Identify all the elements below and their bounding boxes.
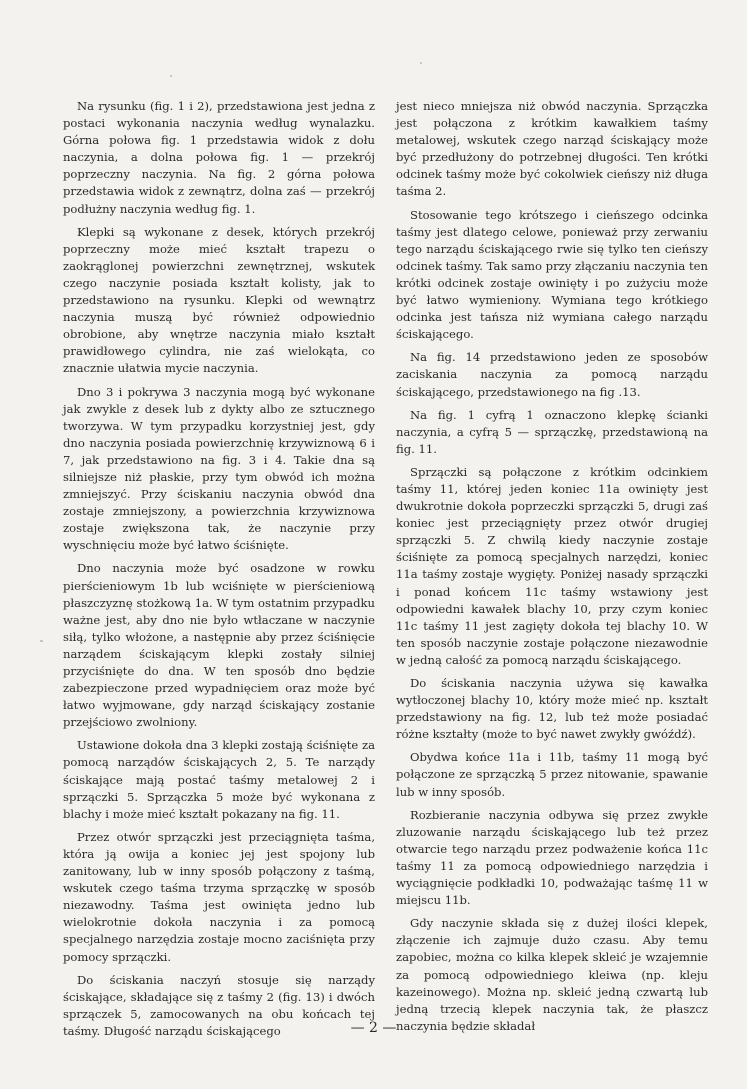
scan-speck: [40, 640, 43, 642]
paragraph: Ustawione dokoła dna 3 klepki zostają ściśnięte za pomocą narządów ściskających 2, 5. Te narządy ściskające mają postać taśmy metalowej 2 i sprzączki 5. Sprzączka 5 może być wykonana z blachy i może mieć kształt pokazany na fig. 11.: [63, 738, 375, 821]
paragraph: Klepki są wykonane z desek, których przekrój poprzeczny może mieć kształt trapezu o zaokrąglonej powierzchni zewnętrznej, wskutek czego naczynie posiada kształt kolisty, jak to przedstawiono na rysunku. Klepki od wewnątrz naczynia muszą być również odpowiednio obrobione, aby wnętrze naczynia miało kształt prawidłowego cylindra, nie zaś wielokąta, co znacznie ułatwia mycie naczynia.: [63, 224, 375, 376]
paragraph: Na rysunku (fig. 1 i 2), przedstawiona jest jedna z postaci wykonania naczynia według wynalazku. Górna połowa fig. 1 przedstawia widok z dołu naczynia, a dolna połowa fig. 1 — przekrój poprzeczny naczynia. Na fig. 2 górna połowa przedstawia widok z zewnątrz, dolna zaś — przekrój podłużny naczynia według fig. 1.: [63, 99, 375, 216]
paragraph: Do ściskania naczynia używa się kawałka wytłoczonej blachy 10, który może mieć np. kształt przedstawiony na fig. 12, lub też może posiadać różne kształty (może to być nawet zwykły gwóźdź).: [396, 676, 708, 742]
paragraph: Dno 3 i pokrywa 3 naczynia mogą być wykonane jak zwykle z desek lub z dykty albo ze sztucznego tworzywa. W tym przypadku korzystniej jest, gdy dno naczynia posiada powierzchnię krzywiznową 6 i 7, jak przedstawiono na fig. 3 i 4. Takie dna są silniejsze niż płaskie, przy tym obwód ich można zmniejszyć. Przy ściskaniu naczynia obwód dna zostaje zmniejszony, a powierzchnia krzywiznowa zostaje zwiększona tak, że naczynie przy wyschnięciu może być łatwo ściśnięte.: [63, 384, 375, 553]
page-number: — 2 —: [350, 1020, 397, 1036]
paragraph: Rozbieranie naczynia odbywa się przez zwykłe zluzowanie narządu ściskającego lub też przez otwarcie tego narządu przez podważenie końca 11c taśmy 11 za pomocą odpowiedniego narzędzia i wyciągnięcie podkładki 10, podważając taśmę 11 w miejscu 11b.: [396, 807, 708, 908]
scan-speck: [170, 75, 172, 77]
left-text-column: [63, 98, 375, 1046]
paragraph: Na fig. 1 cyfrą 1 oznaczono klepkę ścianki naczynia, a cyfrą 5 — sprzączkę, przedstawioną na fig. 11.: [396, 407, 708, 456]
scan-speck: [420, 62, 422, 64]
paragraph: Obydwa końce 11a i 11b, taśmy 11 mogą być połączone ze sprzączką 5 przez nitowanie, spawanie lub w inny sposób.: [396, 750, 708, 799]
paragraph: Do ściskania naczyń stosuje się narządy ściskające, składające się z taśmy 2 (fig. 13) i dwóch sprzączek 5, zamocowanych na obu końcach tej taśmy. Długość narządu ściskającego: [63, 972, 375, 1038]
paragraph: Na fig. 14 przedstawiono jeden ze sposobów zaciskania naczynia za pomocą narządu ściskającego, przedstawionego na fig .13.: [396, 350, 708, 399]
paragraph: Stosowanie tego krótszego i cieńszego odcinka taśmy jest dlatego celowe, ponieważ przy zerwaniu tego narządu ściskającego rwie się tylko ten cieńszy odcinek taśmy. Tak samo przy złączaniu naczynia ten krótki odcinek zostaje owinięty i po zużyciu może być łatwo wymieniony. Wymiana tego krótkiego odcinka jest tańsza niż wymiana całego narządu ściskającego.: [396, 207, 708, 342]
paragraph: Dno naczynia może być osadzone w rowku pierścieniowym 1b lub wciśnięte w pierścieniową płaszczyznę stożkową 1a. W tym ostatnim przypadku ważne jest, aby dno nie było wtłaczane w naczynie siłą, tylko włożone, a następnie aby przez ściśnięcie narządem ściskającym klepki zostały silniej przyciśnięte do dna. W ten sposób dno będzie zabezpieczone przed wypadnięciem oraz może być łatwo wyjmowane, gdy narząd ściskający zostanie przejściowo zwolniony.: [63, 561, 375, 730]
paragraph: jest nieco mniejsza niż obwód naczynia. Sprzączka jest połączona z krótkim kawałkiem taśmy metalowej, wskutek czego narząd ściskający może być przedłużony do potrzebnej długości. Ten krótki odcinek taśmy może być cokolwiek cieńszy niż długa taśma 2.: [396, 99, 708, 199]
paragraph: Sprzączki są połączone z krótkim odcinkiem taśmy 11, której jeden koniec 11a owinięty jest dwukrotnie dokoła poprzeczki sprzączki 5, drugi zaś koniec jest przeciągnięty przez otwór drugiej sprzączki 5. Z chwilą kiedy naczynie zostaje ściśnięte za pomocą specjalnych narzędzi, koniec 11a taśmy zostaje wygięty. Poniżej nasady sprzączki i ponad końcem 11c taśmy wstawiony jest odpowiedni kawałek blachy 10, przy czym koniec 11c taśmy 11 jest zagięty dokoła tej blachy 10. W ten sposób naczynie zostaje połączone niezawodnie w jedną całość za pomocą narządu ściskającego.: [396, 464, 708, 667]
right-text-column: [396, 98, 708, 1041]
paragraph: Przez otwór sprzączki jest przeciągnięta taśma, która ją owija a koniec jej jest spojony lub zanitowany, lub w inny sposób połączony z taśmą, wskutek czego taśma trzyma sprzączkę w sposób niezawodny. Taśma jest owinięta jedno lub wielokrotnie dokoła naczynia i za pomocą specjalnego narzędzia zostaje mocno zaciśnięta przy pomocy sprzączki.: [63, 829, 375, 964]
paragraph: Gdy naczynie składa się z dużej ilości klepek, złączenie ich zajmuje dużo czasu. Aby temu zapobiec, można co kilka klepek skleić je wzajemnie za pomocą odpowiedniego kleiwa (np. kleju kazeinowego). Można np. skleić jedną czwartą lub jedną trzecią klepek naczynia tak, że płaszcz naczynia będzie składał: [396, 916, 708, 1033]
